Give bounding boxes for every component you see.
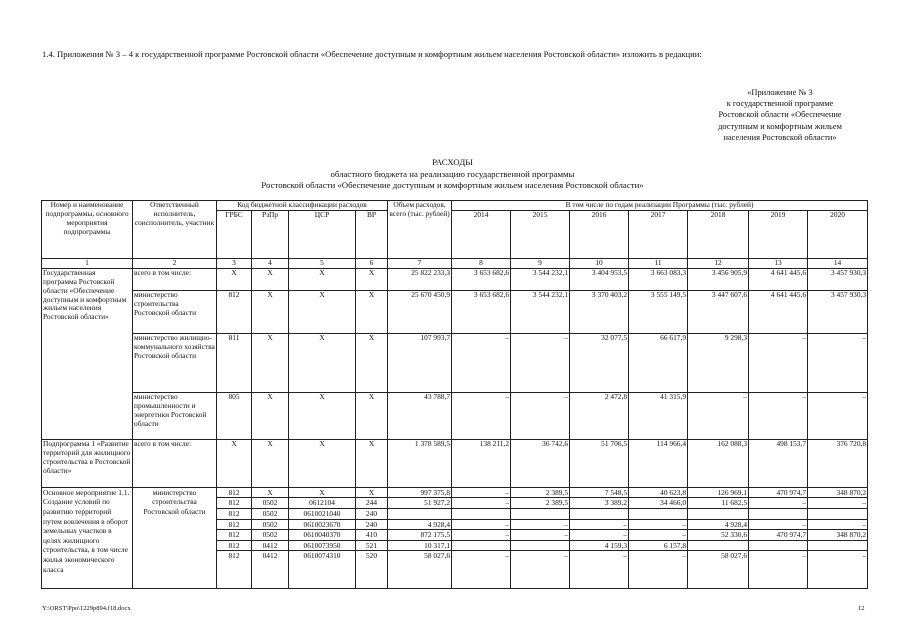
cell-year-value: – [570,551,629,589]
cell-csr: Х [289,333,356,392]
cell-year-value: 3 404 953,5 [570,268,629,290]
header-grbs: ГРБС [217,210,252,258]
cell-grbs: 812 [217,540,252,551]
cell-csr: 0610073950 [289,540,356,551]
column-number: 6 [356,258,388,268]
cell-rzpr: 0502 [252,530,289,541]
cell-rzpr: 0412 [252,540,289,551]
cell-grbs: 812 [217,290,252,333]
cell-year-value: 470 974,7 [749,530,808,541]
cell-rzpr: Х [252,392,289,439]
cell-total: 25 822 233,3 [388,268,452,290]
cell-vr: Х [356,268,388,290]
cell-year-value: – [749,333,808,392]
cell-grbs: 812 [217,498,252,509]
header-year: 2018 [688,210,749,258]
header-vr: ВР [356,210,388,258]
cell-year-value [749,540,808,551]
cell-year-value: 32 077,5 [570,333,629,392]
cell-year-value: 114 966,4 [629,439,688,487]
cell-year-value: 4 159,3 [570,540,629,551]
cell-grbs: 811 [217,333,252,392]
footer-file-path: Y:\ORST\Ppo\1229p894.f18.docx [42,605,131,612]
column-number: 5 [289,258,356,268]
cell-year-value: 34 466,0 [629,498,688,509]
cell-total: 872 175,5 [388,530,452,541]
column-number: 7 [388,258,452,268]
appendix-line: к государственной программе [726,99,834,109]
cell-year-value: 3 544 232,1 [511,268,570,290]
appendix-line: доступным и комфортным жильем [718,121,842,131]
cell-year-value [511,540,570,551]
cell-executor: министерство строительства Ростовской области [133,290,217,333]
cell-year-value: – [570,530,629,541]
column-number: 1 [42,258,133,268]
page-number: 12 [858,605,865,612]
cell-year-value: 51 706,5 [570,439,629,487]
cell-grbs: 812 [217,530,252,541]
cell-total: 4 928,4 [388,519,452,530]
cell-year-value: – [808,498,868,509]
cell-year-value: 36 742,6 [511,439,570,487]
cell-total: 43 788,7 [388,392,452,439]
cell-executor: всего в том числе: [133,439,217,487]
cell-grbs: 805 [217,392,252,439]
cell-csr: Х [289,290,356,333]
cell-year-value: 3 555 149,5 [629,290,688,333]
cell-total: 107 993,7 [388,333,452,392]
cell-year-value: 58 027,6 [688,551,749,589]
header-year: 2020 [808,210,868,258]
cell-total: 10 317,1 [388,540,452,551]
cell-year-value: 11 682,5 [688,498,749,509]
cell-year-value [808,509,868,520]
cell-executor: министерство промышленности и энергетики Ростовской области [133,392,217,439]
column-number: 12 [688,258,749,268]
cell-year-value [808,540,868,551]
column-number: 10 [570,258,629,268]
cell-year-value: – [452,498,511,509]
cell-year-value: – [808,333,868,392]
column-number: 14 [808,258,868,268]
cell-csr: 0610074310 [289,551,356,589]
cell-total: 1 378 589,5 [388,439,452,487]
cell-rzpr: Х [252,268,289,290]
cell-year-value [688,540,749,551]
cell-total: 997 375,8 [388,487,452,498]
cell-rzpr: 0412 [252,551,289,589]
cell-vr: Х [356,439,388,487]
cell-year-value [749,509,808,520]
cell-vr: 240 [356,519,388,530]
cell-year-value: 52 330,6 [688,530,749,541]
cell-year-value: 3 447 607,6 [688,290,749,333]
cell-vr: 410 [356,530,388,541]
cell-year-value: – [452,333,511,392]
cell-executor: всего в том числе: [133,268,217,290]
cell-year-value: – [511,530,570,541]
cell-year-value: – [629,551,688,589]
cell-vr: Х [356,333,388,392]
cell-year-value: – [808,519,868,530]
header-code-group: Код бюджетной классификации расходов [217,201,388,211]
header-years-group: В том числе по годам реализации Программы (тыс. рублей) [452,201,868,211]
cell-year-value [688,509,749,520]
column-number-row [42,258,868,268]
column-number: 2 [133,258,217,268]
header-rzpr: РзПр [252,210,289,258]
cell-total: 25 670 450,9 [388,290,452,333]
cell-year-value: – [629,530,688,541]
intro-paragraph: 1.4. Приложения № 3 – 4 к государственной программе Ростовской области «Обеспечение доступным и комфортным жильем населения Ростовской области» изложить в редакции: [42,49,702,59]
cell-year-value: 3 456 905,9 [688,268,749,290]
subprogram-name: Подпрограмма 1 «Развитие территорий для жилищного строительства в Ростовской области» [42,439,133,487]
title-line: РАСХОДЫ [432,157,473,167]
cell-rzpr: Х [252,290,289,333]
header-total: Объем расходов, всего (тыс. рублей) [388,201,452,259]
cell-year-value: 4 641 445,6 [749,290,808,333]
title-line: Ростовской области «Обеспечение доступным и комфортным жильем населения Ростовской области» [261,180,644,190]
cell-vr: Х [356,392,388,439]
cell-grbs: Х [217,268,252,290]
cell-year-value: 162 088,3 [688,439,749,487]
cell-vr: 520 [356,551,388,589]
cell-vr: 244 [356,498,388,509]
cell-rzpr: Х [252,333,289,392]
cell-year-value: – [808,551,868,589]
cell-year-value: – [749,392,808,439]
cell-year-value: – [452,487,511,498]
cell-year-value: 3 544 232,1 [511,290,570,333]
header-year: 2019 [749,210,808,258]
cell-year-value [452,540,511,551]
cell-csr: 0610023670 [289,519,356,530]
cell-year-value: 126 969,1 [688,487,749,498]
cell-csr: Х [289,439,356,487]
cell-csr: 0612104 [289,498,356,509]
cell-total [388,509,452,520]
cell-year-value: – [570,519,629,530]
header-year: 2014 [452,210,511,258]
header-year: 2017 [629,210,688,258]
cell-year-value: 3 457 930,3 [808,268,868,290]
cell-csr: Х [289,268,356,290]
cell-year-value: – [688,392,749,439]
cell-year-value: – [452,519,511,530]
cell-year-value: 348 870,2 [808,530,868,541]
cell-year-value: – [511,551,570,589]
cell-year-value: 66 617,9 [629,333,688,392]
cell-year-value: – [808,392,868,439]
appendix-line: «Приложение № 3 [747,88,813,97]
expenses-table [41,200,868,589]
cell-year-value [452,509,511,520]
column-number: 3 [217,258,252,268]
table-row [42,487,868,498]
cell-vr: 521 [356,540,388,551]
table-row [42,290,868,333]
cell-year-value: – [452,530,511,541]
cell-csr: Х [289,487,356,498]
cell-rzpr: 0502 [252,509,289,520]
cell-year-value: 4 928,4 [688,519,749,530]
cell-year-value: 3 663 083,3 [629,268,688,290]
cell-year-value: – [511,333,570,392]
cell-csr: Х [289,392,356,439]
cell-year-value: 138 211,2 [452,439,511,487]
cell-year-value [570,509,629,520]
header-year: 2015 [511,210,570,258]
cell-year-value [511,509,570,520]
cell-vr: Х [356,290,388,333]
cell-grbs: 812 [217,519,252,530]
column-number: 9 [511,258,570,268]
cell-year-value: 40 623,8 [629,487,688,498]
header-year: 2016 [570,210,629,258]
cell-year-value [629,509,688,520]
cell-year-value: – [629,519,688,530]
cell-year-value: – [452,392,511,439]
column-number: 8 [452,258,511,268]
cell-year-value: 2 472,8 [570,392,629,439]
cell-year-value: 3 653 682,6 [452,290,511,333]
appendix-line: населения Ростовской области» [723,132,837,142]
column-number: 4 [252,258,289,268]
appendix-line: Ростовской области «Обеспечение [718,110,842,120]
cell-year-value: – [511,519,570,530]
cell-csr: 0610021040 [289,509,356,520]
cell-year-value: – [452,551,511,589]
cell-year-value: 348 870,2 [808,487,868,498]
cell-rzpr: Х [252,439,289,487]
appendix-reference [690,87,870,143]
cell-year-value: 3 457 930,3 [808,290,868,333]
cell-year-value: 6 157,8 [629,540,688,551]
cell-rzpr: 0502 [252,519,289,530]
table-row [42,333,868,392]
cell-vr: 240 [356,509,388,520]
cell-year-value: 2 389,5 [511,487,570,498]
cell-year-value: 7 548,5 [570,487,629,498]
cell-year-value: 376 720,8 [808,439,868,487]
document-title [0,157,905,192]
cell-year-value: 470 974,7 [749,487,808,498]
cell-grbs: 812 [217,509,252,520]
cell-year-value: – [749,519,808,530]
cell-year-value: – [749,551,808,589]
cell-csr: 0610040370 [289,530,356,541]
cell-executor: министерство жилищно-коммунального хозяйства Ростовской области [133,333,217,392]
cell-rzpr: Х [252,487,289,498]
cell-total: 58 027,6 [388,551,452,589]
measure-name: Основное мероприятие 1.1. Создание условий по развитию территорий путем вовлечения в оборот земельных участков в целях жилищного строительства, в том числе жилья экономического класса [42,487,133,589]
program-name: Государственная программа Ростовской области «Обеспечение доступным и комфортным жильем населения Ростовской области» [42,268,133,439]
cell-grbs: 812 [217,551,252,589]
title-line: областного бюджета на реализацию государственной программы [330,168,575,179]
cell-year-value: 9 298,3 [688,333,749,392]
cell-year-value: 3 370 403,2 [570,290,629,333]
table-row [42,392,868,439]
table-row [42,439,868,487]
cell-total: 51 927,2 [388,498,452,509]
cell-rzpr: 0502 [252,498,289,509]
cell-year-value: 498 153,7 [749,439,808,487]
table-row [42,268,868,290]
cell-year-value: 4 641 445,6 [749,268,808,290]
cell-executor: министерство строительства Ростовской области [133,487,217,589]
cell-grbs: 812 [217,487,252,498]
header-executor: Ответственный исполнитель, соисполнитель, участник [133,201,217,259]
cell-year-value: 3 389,2 [570,498,629,509]
header-csr: ЦСР [289,210,356,258]
cell-year-value: – [749,498,808,509]
cell-year-value: 41 315,9 [629,392,688,439]
cell-year-value: – [511,392,570,439]
cell-year-value: 3 653 682,6 [452,268,511,290]
cell-vr: Х [356,487,388,498]
cell-grbs: Х [217,439,252,487]
header-name: Номер и наименование подпрограммы, основного мероприятия подпрограммы [42,201,133,259]
cell-year-value: 2 389,5 [511,498,570,509]
column-number: 13 [749,258,808,268]
column-number: 11 [629,258,688,268]
